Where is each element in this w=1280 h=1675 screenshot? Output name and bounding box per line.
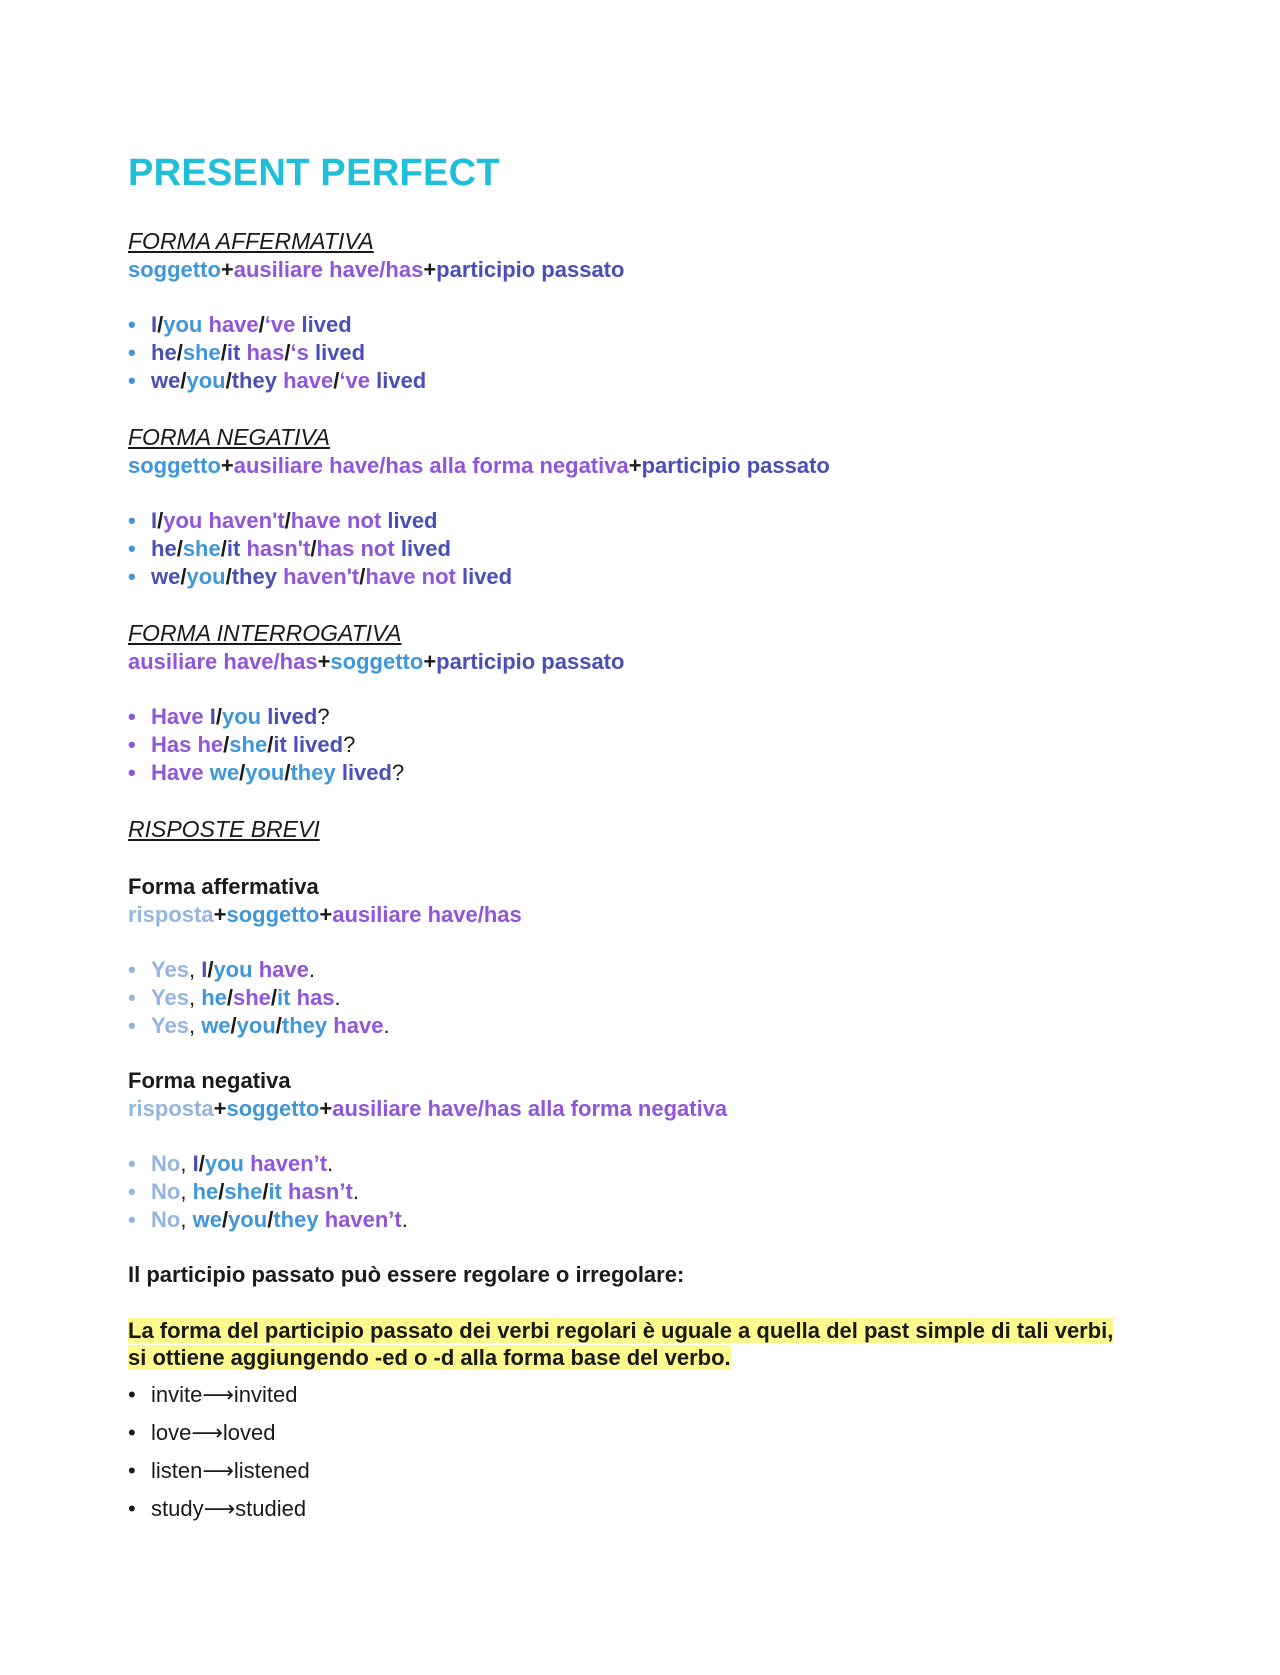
list-item: • No, we/you/they haven’t.	[128, 1207, 408, 1232]
list-item: • study⟶studied	[128, 1496, 307, 1521]
formula-part: soggetto	[128, 453, 221, 478]
list-item: • Yes, I/you have.	[128, 957, 315, 982]
list-item: • No, he/she/it hasn’t.	[128, 1179, 359, 1204]
list-item: • I/you haven't/have not lived	[128, 508, 438, 533]
formula-part: soggetto	[226, 1096, 320, 1121]
formula-part: participio passato	[436, 257, 625, 282]
formula-part: participio passato	[436, 649, 625, 674]
formula-part: soggetto	[226, 902, 320, 927]
formula-part: soggetto	[128, 257, 221, 282]
list-item: • love⟶loved	[128, 1420, 276, 1445]
arrow-icon: ⟶	[202, 1458, 234, 1483]
formula-part: risposta	[128, 1096, 214, 1121]
formula-negativa: soggetto+ausiliare have/has alla forma negativa+participio passato	[128, 453, 830, 478]
bullet-icon: •	[128, 1013, 136, 1038]
formula-risposte-affermativa: risposta+soggetto+ausiliare have/has	[128, 902, 522, 927]
list-item: • we/you/they haven't/have not lived	[128, 564, 513, 589]
bullet-icon: •	[128, 536, 136, 561]
arrow-icon: ⟶	[203, 1496, 236, 1521]
arrow-icon: ⟶	[202, 1382, 234, 1407]
formula-part: ausiliare have/has alla forma negativa	[332, 1096, 728, 1121]
bullet-icon: •	[128, 1207, 136, 1232]
formula-part: ausiliare have/has	[128, 649, 318, 674]
bullet-icon: •	[128, 1179, 136, 1204]
bullet-icon: •	[128, 564, 136, 589]
bullet-icon: •	[128, 1458, 136, 1483]
heading-forma-affermativa: FORMA AFFERMATIVA	[128, 228, 374, 254]
highlight-text-line-1: La forma del participio passato dei verbi regolari è uguale a quella del past simple di tali verbi,	[128, 1318, 1114, 1343]
formula-part: participio passato	[641, 453, 830, 478]
list-item: • Yes, we/you/they have.	[128, 1013, 390, 1038]
participio-intro: Il participio passato può essere regolare o irregolare:	[128, 1262, 685, 1287]
bullet-icon: •	[128, 1420, 136, 1445]
list-item: • he/she/it has/‘s lived	[128, 340, 366, 365]
subheading-forma-negativa: Forma negativa	[128, 1068, 291, 1093]
formula-risposte-negativa: risposta+soggetto+ausiliare have/has alla forma negativa	[128, 1096, 728, 1121]
heading-forma-negativa: FORMA NEGATIVA	[128, 424, 330, 450]
bullet-icon: •	[128, 340, 136, 365]
highlight-text-line-2: si ottiene aggiungendo -ed o -d alla forma base del verbo.	[128, 1345, 731, 1370]
list-item: • invite⟶invited	[128, 1382, 298, 1407]
subheading-forma-affermativa: Forma affermativa	[128, 874, 319, 899]
bullet-icon: •	[128, 368, 136, 393]
bullet-icon: •	[128, 1382, 136, 1407]
bullet-icon: •	[128, 760, 136, 785]
bullet-icon: •	[128, 732, 136, 757]
list-item: • Has he/she/it lived?	[128, 732, 356, 757]
formula-part: soggetto	[330, 649, 424, 674]
bullet-icon: •	[128, 985, 136, 1010]
formula-affermativa: soggetto+ausiliare have/has+participio passato	[128, 257, 625, 282]
formula-part: ausiliare have/has alla forma negativa	[233, 453, 629, 478]
list-item: • Have we/you/they lived?	[128, 760, 405, 785]
heading-forma-interrogativa: FORMA INTERROGATIVA	[128, 620, 402, 646]
bullet-icon: •	[128, 957, 136, 982]
formula-part: ausiliare have/has	[332, 902, 522, 927]
list-item: • No, I/you haven’t.	[128, 1151, 334, 1176]
list-item: • he/she/it hasn't/has not lived	[128, 536, 451, 561]
list-item: • I/you have/‘ve lived	[128, 312, 352, 337]
bullet-icon: •	[128, 1496, 136, 1521]
list-item: • Have I/you lived?	[128, 704, 330, 729]
list-item: • we/you/they have/‘ve lived	[128, 368, 427, 393]
list-item: • listen⟶listened	[128, 1458, 310, 1483]
bullet-icon: •	[128, 312, 136, 337]
formula-part: ausiliare have/has	[233, 257, 424, 282]
formula-interrogativa: ausiliare have/has+soggetto+participio passato	[128, 649, 625, 674]
arrow-icon: ⟶	[191, 1420, 223, 1445]
bullet-icon: •	[128, 704, 136, 729]
page-title: PRESENT PERFECT	[128, 152, 500, 194]
list-item: • Yes, he/she/it has.	[128, 985, 341, 1010]
heading-risposte-brevi: RISPOSTE BREVI	[128, 816, 320, 842]
bullet-icon: •	[128, 1151, 136, 1176]
bullet-icon: •	[128, 508, 136, 533]
formula-part: risposta	[128, 902, 214, 927]
